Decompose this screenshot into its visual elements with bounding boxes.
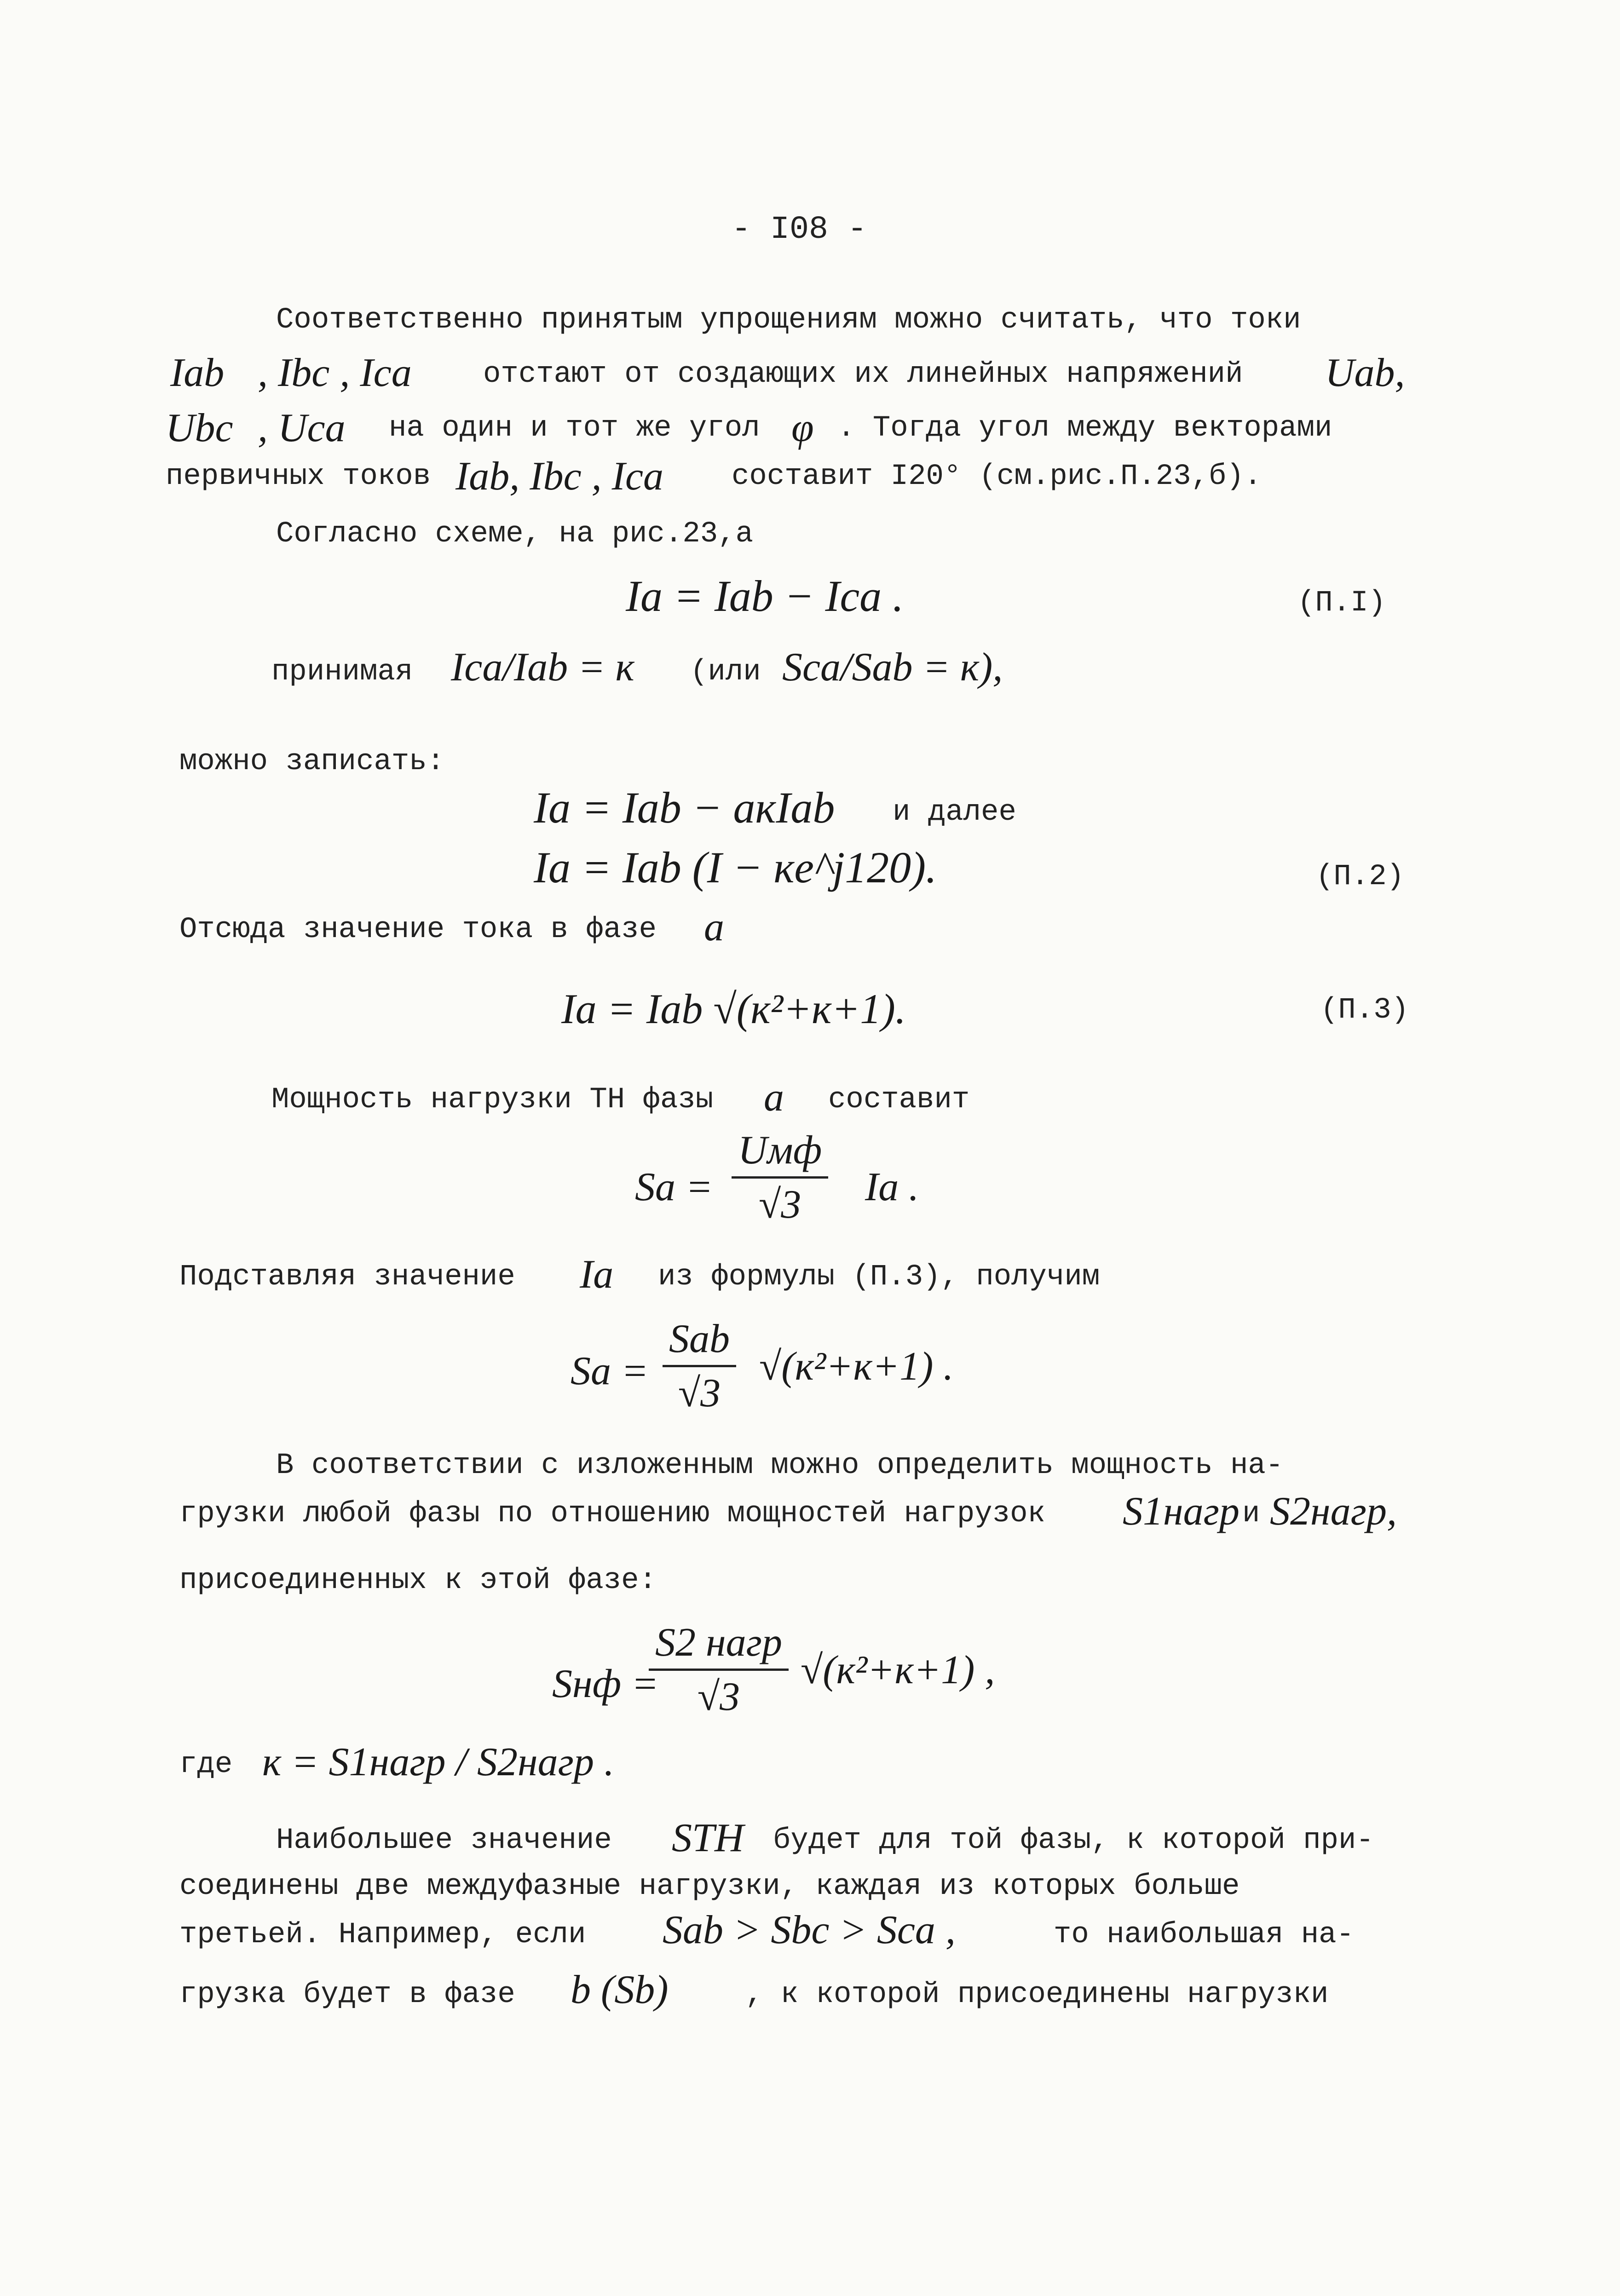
p1-line1: Соответственно принятым упрощениям можно считать, что токи [276,304,1301,337]
eq5-denominator: √3 [678,1371,721,1416]
eq6-denominator: √3 [697,1675,740,1719]
eq5-fraction [663,1316,736,1416]
p4-math-a: a [704,905,724,949]
eq4-numerator: Uмф [732,1127,828,1179]
eq4-fraction [732,1127,828,1228]
p6-text-tail: из формулы (П.3), получим [658,1260,1100,1294]
p1-math-iab: Iab [170,351,225,395]
p3-math-ratio: Ica/Iab = к [451,645,634,690]
p4-line1: Отсюда значение тока в фазе [179,913,657,946]
p9-math-sb: b (Sb) [571,1968,669,2012]
eq4-lhs: Sa = [635,1165,713,1209]
p9-line1-tail: будет для той фазы, к которой при- [773,1824,1374,1857]
p7-math-s2: S2нагр, [1270,1489,1397,1534]
p5-text-tail: составит [828,1083,970,1116]
eq5-lhs: Sa = [571,1349,649,1393]
p6-text: Подставляя значение [179,1260,515,1294]
eq1-expression: Ia = Iab − Ica . [626,571,904,621]
p5-text: Мощность нагрузки ТН фазы [271,1083,714,1116]
p7-line1: В соответствии с изложенным можно определить мощность на- [276,1449,1284,1482]
eq6-lhs: Sнф = [552,1662,659,1706]
eq6-rhs: √(к²+к+1) , [801,1648,995,1692]
p3-math-sratio: Sca/Sab = к), [782,645,1003,690]
p9-math-sth: STH [672,1816,744,1860]
eq2-label: (П.2) [1316,860,1405,893]
p9-line3-text: третьей. Например, если [179,1918,586,1951]
p1-line3-text: на один и тот же угол [389,412,760,445]
eq3-label: (П.3) [1320,994,1409,1027]
eq2-line2: Ia = Iab (I − кe^j120). [534,843,937,892]
p1-math-currents: Iab, Ibc , Ica [455,454,664,499]
p1-line2-text: отстают от создающих их линейных напряжений [483,358,1243,391]
eq5-rhs: √(к²+к+1) . [759,1344,954,1389]
p1-math-ubc: Ubc [166,406,233,450]
p1-math-phi: φ [791,406,814,450]
p9-line4-text: грузка будет в фазе [179,1978,515,2011]
p9-line1-text: Наибольшее значение [276,1824,612,1857]
eq2-line1: Ia = Iab − aкIab [534,783,835,832]
p6-math-ia: Ia [580,1252,614,1297]
eq1-label: (П.I) [1297,587,1386,620]
p5-math-a: a [764,1075,784,1120]
p9-line4-tail: , к которой присоединены нагрузки [745,1978,1329,2011]
p7-line3: присоединенных к этой фазе: [179,1564,657,1597]
eq5-numerator: Sab [663,1316,736,1367]
p1-line4-tail: составит I20° (см.рис.П.23,б). [732,460,1262,493]
p8-text-where: где [179,1748,233,1781]
p1-line3-tail: . Тогда угол между векторами [837,412,1332,445]
p3-line2: можно записать: [179,745,445,778]
p7-text-and: и [1242,1497,1260,1531]
p1-math-ibc-ica: , Ibc , Ica [258,351,412,395]
eq4-denominator: √3 [758,1182,801,1227]
eq4-rhs: Ia . [865,1165,919,1209]
p2-line1: Согласно схеме, на рис.23,а [276,518,753,551]
p7-line2-text: грузки любой фазы по отношению мощностей нагрузок [179,1497,1045,1531]
p3-text-or: (или [690,656,761,689]
p9-line2: соединены две междуфазные нагрузки, каждая из которых больше [179,1870,1240,1903]
eq2-line1-tail: и далее [893,796,1016,829]
p7-math-s1: S1нагр [1123,1489,1240,1534]
eq6-numerator: S2 нагр [649,1619,789,1671]
p9-math-inequality: Sab > Sbc > Sca , [663,1908,956,1952]
p1-line4-text: первичных токов [166,460,431,493]
p3-text-accepting: принимая [271,656,413,689]
page-number: - I08 - [732,212,867,248]
p9-line3-tail: то наибольшая на- [1054,1918,1354,1951]
eq6-fraction [649,1619,789,1720]
p8-math-k: к = S1нагр / S2нагр . [262,1740,614,1784]
eq3-expression: Ia = Iab √(к²+к+1). [561,985,906,1032]
p1-math-uca: , Uca [258,406,346,450]
p1-math-uab: Uab, [1325,351,1405,395]
